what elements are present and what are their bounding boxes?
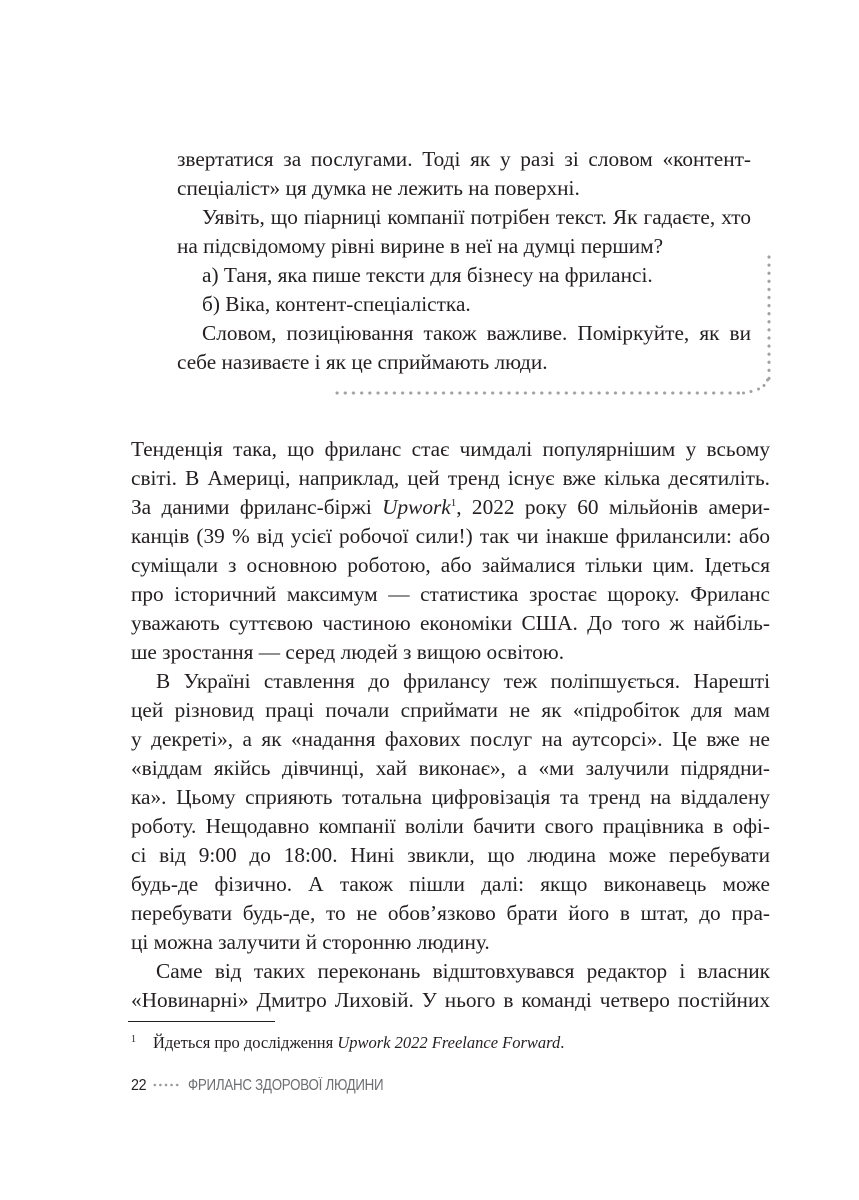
box-line: Уявіть, що піарниці компанії потрібен текст. Як гадаєте, хто: [202, 205, 751, 229]
box-line: звертатися за послугами. Тоді як у разі зі словом «контент-: [177, 147, 751, 171]
footnote-end: .: [560, 1033, 565, 1052]
text-line: уважають суттєвою частиною економіки США. До того ж найбіль-: [131, 611, 770, 635]
text-line: [131, 493, 770, 522]
box-line: спеціаліст» ця думка не лежить на поверхні.: [177, 176, 580, 200]
upwork-italic: Upwork: [382, 495, 451, 519]
running-footer: [131, 1076, 415, 1096]
footnote-text: Йдеться про дослідження: [153, 1033, 338, 1052]
text-line: Саме від таких переконань відштовхувався редактор і власник: [156, 959, 770, 983]
text-line: В Україні ставлення до фрилансу теж поліпшується. Нарешті: [156, 669, 770, 693]
text-line: ка». Цьому сприяють тотальна цифровізація та тренд на віддалену: [131, 785, 770, 809]
text-line: про історичний максимум — статистика зростає щороку. Фриланс: [131, 582, 770, 606]
box-line: на підсвідомому рівні вирине в неї на думці першим?: [177, 234, 664, 258]
box-dotted-border-corner: [740, 376, 772, 398]
paragraph-3: [131, 957, 770, 1015]
sidebar-box: [177, 145, 751, 377]
box-option-b: б) Віка, контент-спеціалістка.: [202, 292, 471, 316]
text-line: «Новинарні» Дмитро Лиховій. У нього в команді четверо постійних: [131, 988, 770, 1012]
footnote: [131, 1032, 564, 1057]
text-line: «віддам якійсь дівчинці, хай виконає», а «ми залучили підрядни-: [131, 756, 770, 780]
box-line: себе називаєте і як це сприймають люди.: [177, 350, 548, 374]
footnote-mark: 1: [131, 1034, 136, 1045]
footnote-rule: [128, 1021, 275, 1022]
text-line: роботу. Нещодавно компанії воліли бачити свого працівника в офі-: [131, 814, 770, 838]
footer-dots-icon: [152, 1083, 180, 1087]
text-line: ше зростання — серед людей з вищою освітою.: [131, 640, 565, 664]
text-span: , 2022 року 60 мільйонів амери-: [456, 495, 770, 519]
paragraph-2: [131, 667, 770, 957]
main-text: [131, 435, 770, 1015]
text-line: будь-де фізично. А також пішли далі: якщо виконавець може: [131, 872, 770, 896]
text-line: суміщали з основною роботою, або займалися тільки цим. Ідеться: [131, 553, 770, 577]
paragraph-1: [131, 435, 770, 667]
page-number: 22: [131, 1077, 147, 1094]
text-line: сі від 9:00 до 18:00. Нині звикли, що людина може перебувати: [131, 843, 770, 867]
box-option-a: а) Таня, яка пише тексти для бізнесу на фрилансі.: [202, 263, 653, 287]
footnote-ref: 1: [450, 497, 457, 509]
text-line: цей різновид праці почали сприймати не як «підробіток для мам: [131, 698, 770, 722]
book-title: ФРИЛАНС ЗДОРОВОЇ ЛЮДИНИ: [187, 1077, 384, 1094]
text-line: перебувати будь-де, то не обов’язково брати його в штат, до пра-: [131, 901, 770, 925]
text-line: Тенденція така, що фриланс стає чимдалі популярнішим у всьому: [131, 437, 770, 461]
text-line: у декреті», а як «надання фахових послуг на аутсорсі». Це вже не: [131, 727, 770, 751]
box-line: Словом, позиціювання також важливе. Поміркуйте, як ви: [202, 321, 751, 345]
text-line: ці можна залучити й сторонню людину.: [131, 930, 490, 954]
text-line: канців (39 % від усієї робочої сили!) так чи інакше фрилансили: або: [131, 524, 770, 548]
text-span: За даними фриланс-біржі: [131, 495, 383, 519]
text-line: світі. В Америці, наприклад, цей тренд існує вже кілька десятиліть.: [131, 466, 770, 490]
box-dotted-border-bottom: [333, 391, 743, 395]
footnote-italic: Upwork 2022 Freelance Forward: [337, 1033, 561, 1052]
box-dotted-border-right: [767, 253, 771, 381]
